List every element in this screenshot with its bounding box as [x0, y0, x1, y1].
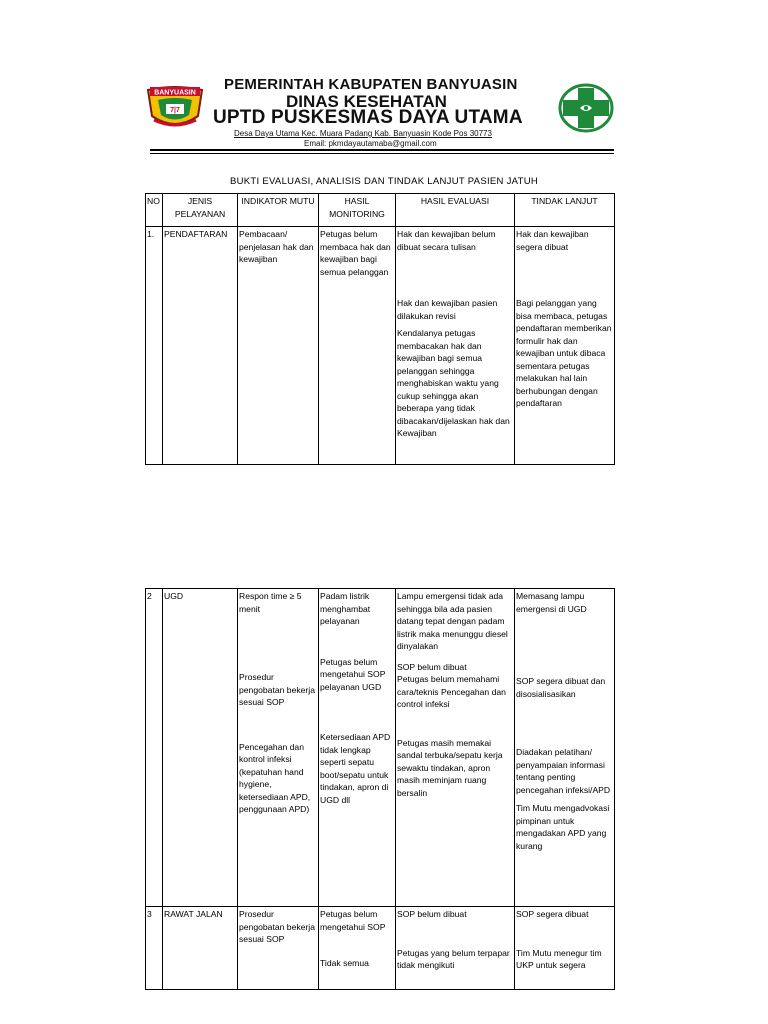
- letterhead-rule-thin: [150, 153, 614, 154]
- follow-up-text: Memasang lampu emergensi di UGD: [516, 591, 587, 614]
- indicator-cell: [238, 907, 319, 990]
- evaluation-text: Kendalanya petugas membacakan hak dan kewajiban bagi semua pelanggan sehingga menghabiskan waktu yang cukup sehingga akan beberapa yang tidak dibacakan/dijelaskan hak dan Kewajiban: [397, 328, 510, 438]
- row-number: 1.: [146, 227, 163, 465]
- row-number: 3: [146, 907, 163, 990]
- letterhead-department: DINAS KESEHATAN: [286, 92, 447, 111]
- evaluation-text: SOP belum dibuat: [397, 661, 467, 672]
- indicator-cell: [238, 227, 319, 465]
- follow-up-text: Diadakan pelatihan/ penyampaian informasi tentang penting pencegahan infeksi/APD: [516, 747, 611, 795]
- logo-banner-text: BANYUASIN: [154, 89, 196, 97]
- evaluation-cell: [396, 227, 515, 465]
- indicator-text: Pembacaan/ penjelasan hak dan kewajiban: [239, 229, 314, 264]
- letterhead: [0, 0, 768, 160]
- indicator-text: Prosedur pengobatan bekerja sesuai SOP: [239, 672, 315, 707]
- document-title: BUKTI EVALUASI, ANALISIS DAN TINDAK LANJUT PASIEN JATUH: [229, 176, 539, 187]
- monitoring-text: Tidak semua: [320, 958, 369, 968]
- indicator-text: Pencegahan dan kontrol infeksi (kepatuhan hand hygiene, ketersediaan APD, penggunaan APD): [239, 741, 311, 814]
- follow-up-cell: [515, 907, 615, 990]
- letterhead-address: Desa Daya Utama Kec. Muara Padang Kab. Banyuasin Kode Pos 30773: [234, 129, 492, 138]
- monitoring-text: Ketersediaan APD tidak lengkap seperti sepatu boot/sepatu untuk tindakan, apron di UGD dll: [320, 732, 391, 805]
- evaluation-text: Petugas belum memahami cara/teknis Pencegahan dan control infeksi: [397, 674, 506, 709]
- header-monitoring: HASIL MONITORING: [319, 194, 396, 227]
- evaluation-text: Petugas yang belum terpapar tidak mengikuti: [397, 947, 510, 970]
- indicator-cell: [238, 589, 319, 907]
- evaluation-text: SOP belum dibuat: [397, 909, 467, 919]
- logo-numerals: 7|7: [170, 107, 180, 114]
- indicator-text: Prosedur pengobatan bekerja sesuai SOP: [239, 909, 315, 944]
- follow-up-cell: [515, 227, 615, 465]
- evaluation-table-part-2: [145, 588, 615, 990]
- letterhead-rule-thick: [150, 149, 614, 151]
- follow-up-cell: [515, 589, 615, 907]
- follow-up-text: SOP segera dibuat dan disosialisasikan: [516, 676, 606, 699]
- banyuasin-regency-logo: [144, 82, 206, 132]
- table-header-row: [146, 194, 615, 227]
- puskesmas-cross-logo: [557, 82, 615, 134]
- evaluation-text: Hak dan kewajiban pasien dilakukan revisi: [397, 298, 498, 321]
- table-row: [146, 227, 615, 465]
- letterhead-email: Email: pkmdayautamaba@gmail.com: [304, 139, 437, 148]
- monitoring-text: Petugas belum membaca hak dan kewajiban bagi semua pelanggan: [320, 229, 391, 277]
- letterhead-government: PEMERINTAH KABUPATEN BANYUASIN: [224, 76, 518, 93]
- evaluation-cell: [396, 589, 515, 907]
- letterhead-institution: UPTD PUSKESMAS DAYA UTAMA: [213, 107, 523, 128]
- row-number: 2: [146, 589, 163, 907]
- evaluation-text: Hak dan kewajiban belum dibuat secara tulisan: [397, 229, 496, 252]
- monitoring-text: Petugas belum mengetahui SOP pelayanan UGD: [320, 656, 386, 692]
- evaluation-cell: [396, 907, 515, 990]
- evaluation-text: Lampu emergensi tidak ada sehingga bila ada pasien datang tepat dengan padam listrik maka menunggu diesel dinyalakan: [397, 591, 508, 651]
- evaluation-text: Petugas masih memakai sandal terbuka/sepatu kerja sewaktu tindakan, apron masih meminjam ruang bersalin: [397, 737, 503, 798]
- service-name: RAWAT JALAN: [163, 907, 238, 990]
- table-row: [146, 589, 615, 907]
- header-evaluation: HASIL EVALUASI: [396, 194, 515, 227]
- header-service: JENIS PELAYANAN: [163, 194, 238, 227]
- service-name: PENDAFTARAN: [163, 227, 238, 465]
- monitoring-cell: [319, 589, 396, 907]
- service-name: UGD: [163, 589, 238, 907]
- header-no: NO: [146, 194, 163, 227]
- monitoring-text: Padam listrik menghambat pelayanan: [320, 591, 371, 626]
- monitoring-cell: [319, 907, 396, 990]
- evaluation-table-part-1: [145, 193, 615, 465]
- follow-up-text: Tim Mutu mengadvokasi pimpinan untuk mengadakan APD yang kurang: [516, 803, 610, 851]
- header-indicator: INDIKATOR MUTU: [238, 194, 319, 227]
- monitoring-cell: [319, 227, 396, 465]
- follow-up-text: SOP segera dibuat: [516, 909, 589, 919]
- follow-up-text: Bagi pelanggan yang bisa membaca, petugas pendaftaran memberikan formulir hak dan kewajiban untuk dibaca sementara petugas melakukan hal lain berhubungan dengan pendaftaran: [516, 298, 612, 408]
- follow-up-text: Hak dan kewajiban segera dibuat: [516, 229, 589, 252]
- follow-up-text: Tim Mutu menegur tim UKP untuk segera: [516, 947, 602, 970]
- indicator-text: Respon time ≥ 5 menit: [239, 591, 302, 614]
- monitoring-text: Petugas belum mengetahui SOP: [320, 909, 386, 932]
- header-follow-up: TINDAK LANJUT: [515, 194, 615, 227]
- table-row: [146, 907, 615, 990]
